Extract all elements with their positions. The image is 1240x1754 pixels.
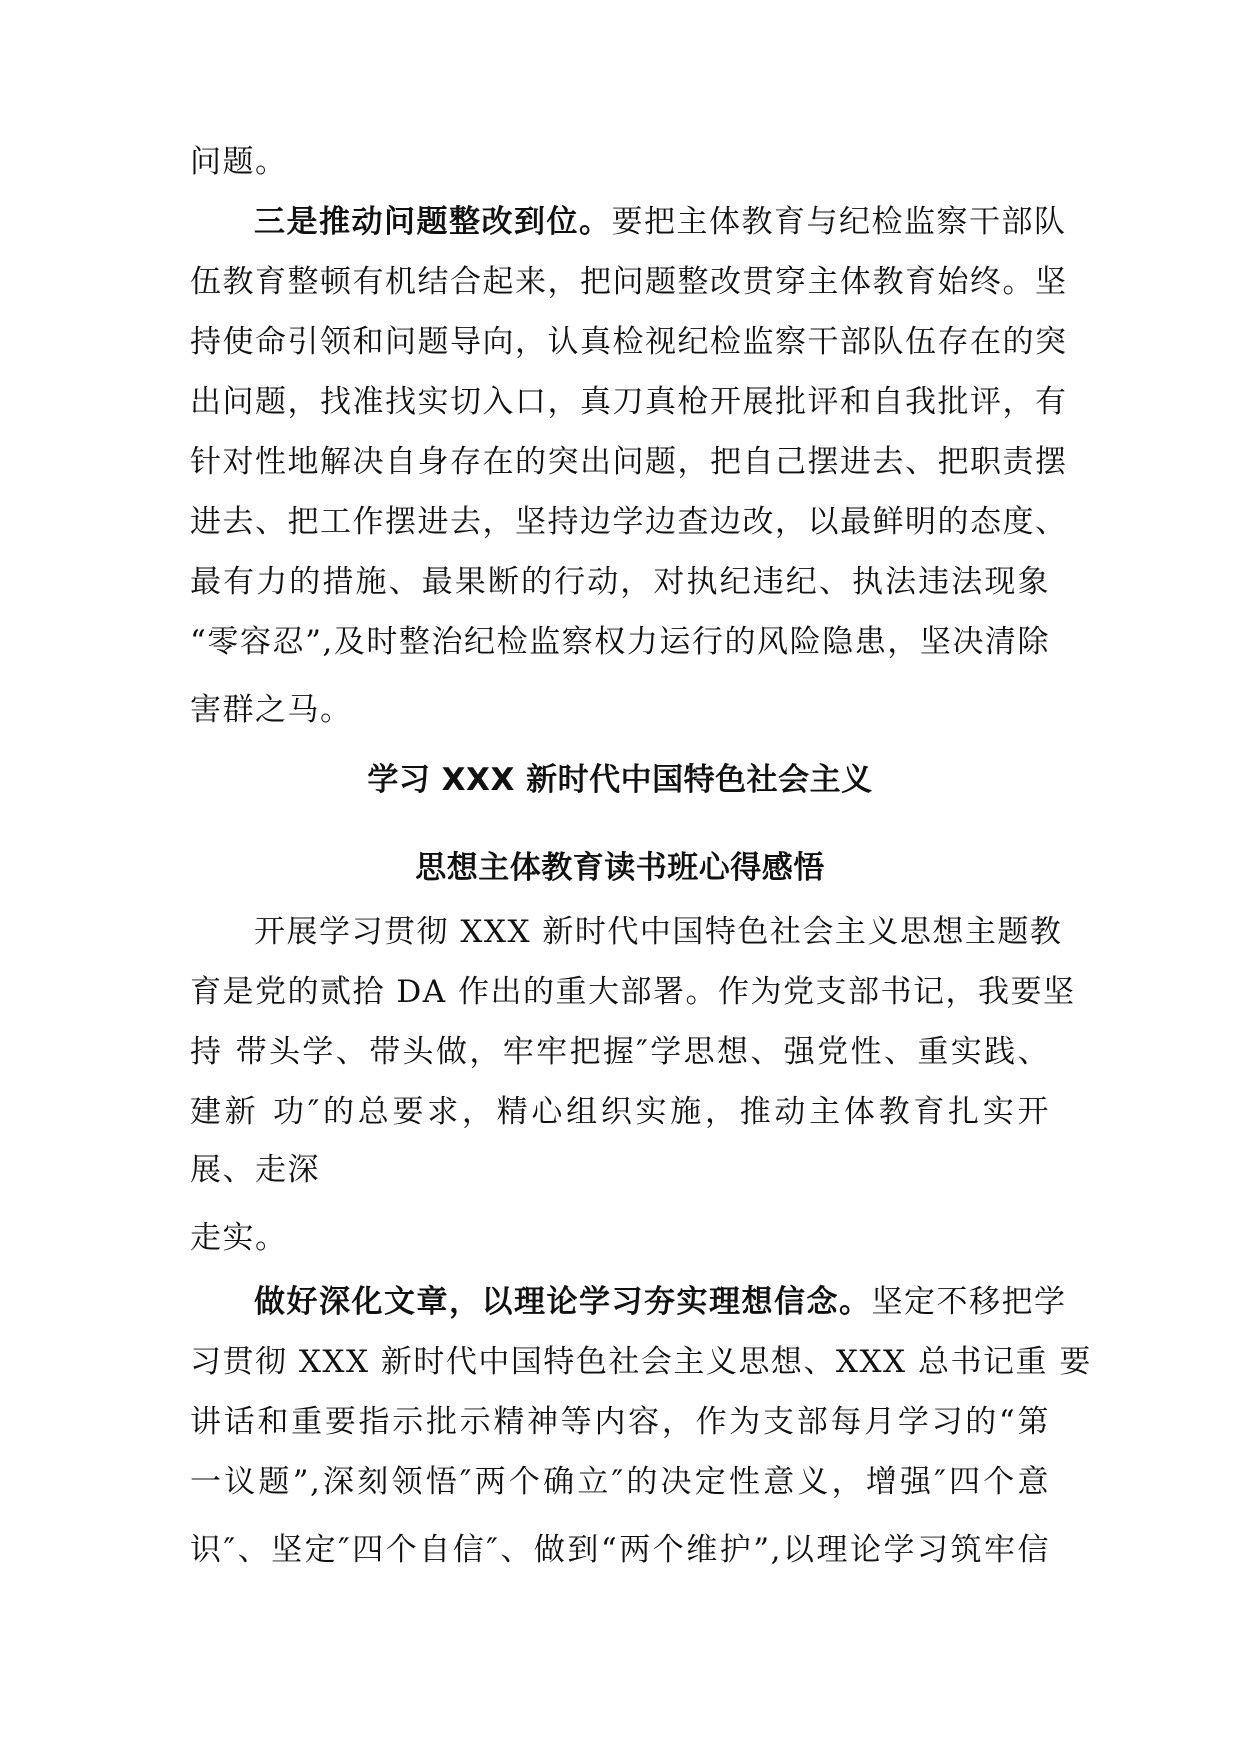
paragraph-line: 进去、把工作摆进去，坚持边学边查边改，以最鲜明的态度、 — [190, 504, 1068, 540]
paragraph-line: 一议题”,深刻领悟″两个确立″的决定性意义，增强″四个意 — [190, 1464, 1050, 1500]
paragraph-line: 育是党的贰拾 DA 作出的重大部署。作为党支部书记，我要坚 — [190, 974, 1076, 1010]
paragraph-line: 识″、坚定″四个自信″、做到“两个维护”,以理论学习筑牢信 — [190, 1532, 1050, 1568]
document-title-line-1: 学习 XXX 新时代中国特色社会主义 — [367, 762, 873, 798]
paragraph-line: 最有力的措施、最果断的行动，对执纪违纪、执法违法现象 — [190, 564, 1050, 600]
paragraph-line: 伍教育整顿有机结合起来，把问题整改贯穿主体教育始终。坚 — [190, 264, 1068, 300]
paragraph-line: 习贯彻 XXX 新时代中国特色社会主义思想、XXX 总书记重 要 — [190, 1344, 1092, 1380]
paragraph-line-text: 坚定不移把学 — [871, 1284, 1067, 1320]
paragraph-lead-heading: 三是推动问题整改到位。 — [254, 204, 612, 240]
paragraph-line: 展、走深 — [190, 1152, 320, 1188]
paragraph-line: 问题。 — [190, 144, 288, 180]
paragraph-line: 持 带头学、带头做，牢牢把握″学思想、强党性、重实践、 — [190, 1034, 1050, 1070]
paragraph-line: “零容忍”,及时整治纪检监察权力运行的风险隐患，坚决清除 — [190, 624, 1050, 660]
paragraph-first-line — [190, 1282, 1067, 1322]
paragraph-line: 讲话和重要指示批示精神等内容，作为支部每月学习的“第 — [190, 1404, 1050, 1440]
paragraph-first-line — [190, 202, 1067, 242]
document-title-line-2: 思想主体教育读书班心得感悟 — [415, 850, 825, 886]
paragraph-first-line: 开展学习贯彻 XXX 新时代中国特色社会主义思想主题教 — [254, 914, 1063, 950]
paragraph-line: 走实。 — [190, 1220, 288, 1256]
paragraph-line: 出问题，找准找实切入口，真刀真枪开展批评和自我批评，有 — [190, 384, 1068, 420]
paragraph-line-text: 要把主体教育与纪检监察干部队 — [611, 204, 1067, 240]
paragraph-line: 针对性地解决自身存在的突出问题，把自己摆进去、把职责摆 — [190, 444, 1068, 480]
paragraph-line: 建新 功″的总要求，精心组织实施，推动主体教育扎实开 — [190, 1094, 1050, 1130]
paragraph-line: 害群之马。 — [190, 692, 353, 728]
paragraph-lead-heading: 做好深化文章，以理论学习夯实理想信念。 — [254, 1284, 872, 1320]
paragraph-line: 持使命引领和问题导向，认真检视纪检监察干部队伍存在的突 — [190, 324, 1068, 360]
